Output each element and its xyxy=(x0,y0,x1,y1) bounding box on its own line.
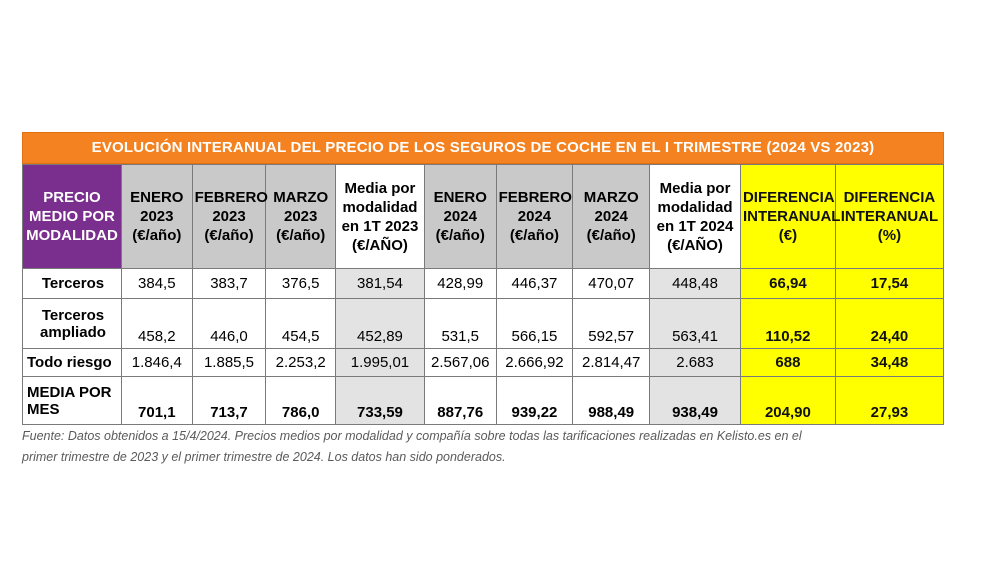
header-enero-2024: ENERO 2024 (€/año) xyxy=(424,165,496,269)
header-marzo-2023: MARZO 2023 (€/año) xyxy=(266,165,336,269)
table-cell: 592,57 xyxy=(573,299,650,349)
header-modalidad: PRECIO MEDIO POR MODALIDAD xyxy=(23,165,122,269)
table-cell: 383,7 xyxy=(192,269,266,299)
header-enero-2023: ENERO 2023 (€/año) xyxy=(121,165,192,269)
table-cell: 1.846,4 xyxy=(121,349,192,377)
table-cell: 470,07 xyxy=(573,269,650,299)
table-cell: 887,76 xyxy=(424,377,496,425)
table-cell: 2.253,2 xyxy=(266,349,336,377)
table-cell: 458,2 xyxy=(121,299,192,349)
table-cell: 446,37 xyxy=(496,269,573,299)
footnote-line: primer trimestre de 2023 y el primer trimestre de 2024. Los datos han sido ponderados. xyxy=(22,450,506,464)
table-cell: 376,5 xyxy=(266,269,336,299)
header-row xyxy=(23,165,944,269)
table-cell: 428,99 xyxy=(424,269,496,299)
table-cell: 1.885,5 xyxy=(192,349,266,377)
table-cell: 381,54 xyxy=(336,269,425,299)
table-cell: 2.683 xyxy=(650,349,741,377)
header-diferencia-pct: DIFERENCIA INTERANUAL (%) xyxy=(835,165,943,269)
table-row xyxy=(23,299,944,349)
table-cell: 2.666,92 xyxy=(496,349,573,377)
table-cell: 24,40 xyxy=(835,299,943,349)
table-cell: 786,0 xyxy=(266,377,336,425)
table-cell: 384,5 xyxy=(121,269,192,299)
table-cell: 110,52 xyxy=(740,299,835,349)
table-cell: 713,7 xyxy=(192,377,266,425)
table-cell: 531,5 xyxy=(424,299,496,349)
table-cell: 733,59 xyxy=(336,377,425,425)
table-cell: 563,41 xyxy=(650,299,741,349)
table-cell: 2.814,47 xyxy=(573,349,650,377)
table-cell: 938,49 xyxy=(650,377,741,425)
table-cell: 446,0 xyxy=(192,299,266,349)
header-febrero-2023: FEBRERO 2023 (€/año) xyxy=(192,165,266,269)
footnote-line: Fuente: Datos obtenidos a 15/4/2024. Precios medios por modalidad y compañía sobre todas las tarificaciones realizadas en Kelisto.es en el xyxy=(22,429,802,443)
table-cell: 2.567,06 xyxy=(424,349,496,377)
table-cell: 34,48 xyxy=(835,349,943,377)
table-cell: 1.995,01 xyxy=(336,349,425,377)
header-media-2024: Media por modalidad en 1T 2024 (€/AÑO) xyxy=(650,165,741,269)
row-label: MEDIA POR MES xyxy=(23,377,122,425)
row-label: Todo riesgo xyxy=(23,349,122,377)
table-title: EVOLUCIÓN INTERANUAL DEL PRECIO DE LOS SEGUROS DE COCHE EN EL I TRIMESTRE (2024 VS 2023) xyxy=(22,132,944,164)
table-cell: 454,5 xyxy=(266,299,336,349)
table-cell: 988,49 xyxy=(573,377,650,425)
table-cell: 27,93 xyxy=(835,377,943,425)
table-cell: 204,90 xyxy=(740,377,835,425)
table-cell: 701,1 xyxy=(121,377,192,425)
table-cell: 939,22 xyxy=(496,377,573,425)
price-table xyxy=(22,164,944,425)
table-cell: 66,94 xyxy=(740,269,835,299)
table-row xyxy=(23,377,944,425)
header-media-2023: Media por modalidad en 1T 2023 (€/AÑO) xyxy=(336,165,425,269)
header-diferencia-eur: DIFERENCIA INTERANUAL (€) xyxy=(740,165,835,269)
table-row xyxy=(23,349,944,377)
price-table-container xyxy=(22,132,944,425)
table-cell: 566,15 xyxy=(496,299,573,349)
table-cell: 17,54 xyxy=(835,269,943,299)
table-cell: 452,89 xyxy=(336,299,425,349)
header-febrero-2024: FEBRERO 2024 (€/año) xyxy=(496,165,573,269)
table-row xyxy=(23,269,944,299)
header-marzo-2024: MARZO 2024 (€/año) xyxy=(573,165,650,269)
row-label: Terceros xyxy=(23,269,122,299)
table-cell: 688 xyxy=(740,349,835,377)
row-label: Terceros ampliado xyxy=(23,299,122,349)
table-cell: 448,48 xyxy=(650,269,741,299)
source-footnote xyxy=(22,426,952,468)
